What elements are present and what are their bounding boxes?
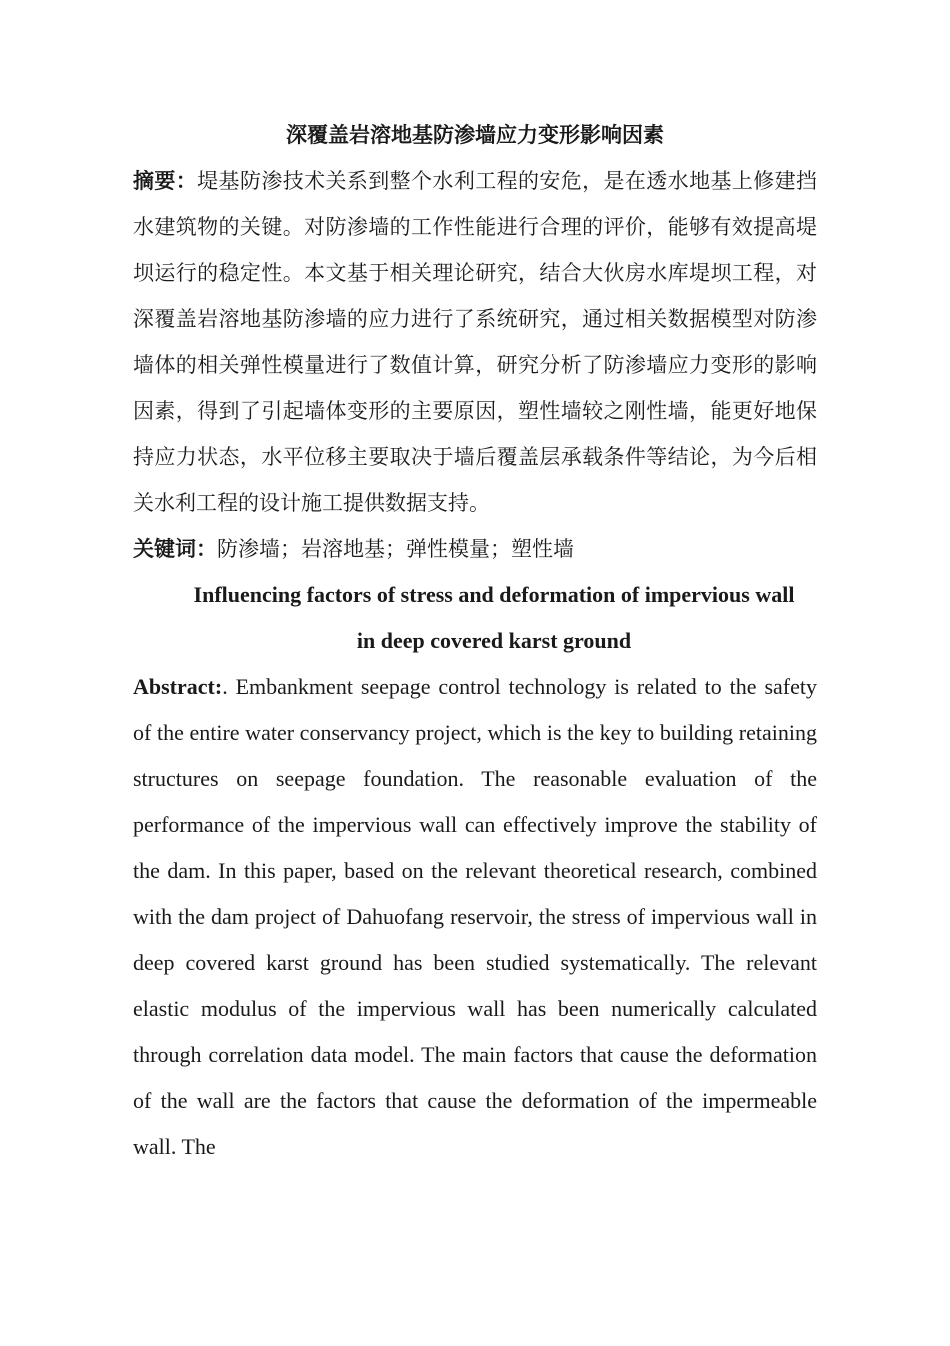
chinese-abstract-text: 堤基防渗技术关系到整个水利工程的安危，是在透水地基上修建挡水建筑物的关键。对防渗墙的工作性能进行合理的评价，能够有效提高堤坝运行的稳定性。本文基于相关理论研究，结合大伙房水库堤坝工程，对深覆盖岩溶地基防渗墙的应力进行了系统研究，通过相关数据模型对防渗墙体的相关弹性模量进行了数值计算，研究分析了防渗墙应力变形的影响因素，得到了引起墙体变形的主要原因，塑性墙较之刚性墙，能更好地保持应力状态，水平位移主要取决于墙后覆盖层承载条件等结论，为今后相关水利工程的设计施工提供数据支持。	[133, 169, 818, 515]
chinese-keywords	[133, 526, 817, 572]
chinese-abstract	[133, 158, 817, 526]
english-title-line-1: Influencing factors of stress and deformation of impervious wall	[193, 582, 795, 607]
chinese-abstract-label: 摘要：	[133, 169, 198, 193]
chinese-keywords-label: 关键词：	[133, 537, 217, 561]
english-abstract-text: . Embankment seepage control technology is related to the safety of the entire water conservancy project, which is the key to building retaining structures on seepage foundation. The reasonable evaluation of the performance of the impervious wall can effectively improve the stability of the dam. In this paper, based on the relevant theoretical research, combined with the dam project of Dahuofang reservoir, the stress of impervious wall in deep covered karst ground has been studied systematically. The relevant elastic modulus of the impervious wall has been numerically calculated through correlation data model. The main factors that cause the deformation of the wall are the factors that cause the deformation of the impermeable wall. The	[133, 674, 817, 1159]
english-title	[133, 572, 817, 664]
english-abstract-label: Abstract:	[133, 674, 223, 699]
english-title-line-2: in deep covered karst ground	[356, 628, 632, 653]
chinese-title: 深覆盖岩溶地基防渗墙应力变形影响因素	[286, 123, 664, 147]
english-abstract	[133, 664, 817, 1170]
chinese-keywords-text: 防渗墙；岩溶地基；弹性模量；塑性墙	[217, 537, 574, 561]
paper-page	[133, 112, 817, 1170]
